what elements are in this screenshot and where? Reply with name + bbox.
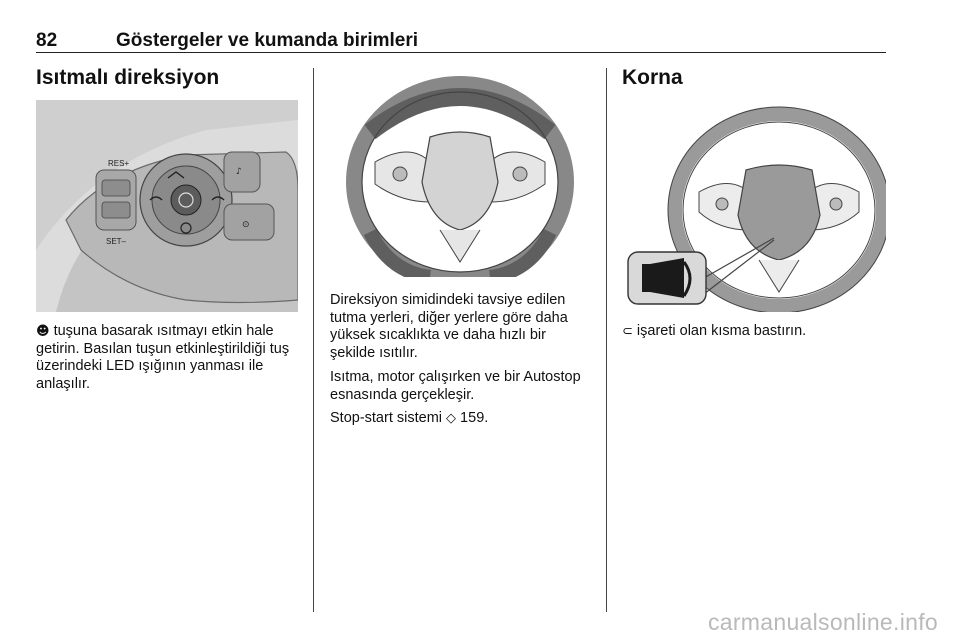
horn-wheel-drawing — [624, 100, 886, 312]
heated-steering-wheel-illustration — [330, 72, 590, 277]
horn-icon: ⊂ — [622, 324, 633, 339]
heated-steering-text: tuşuna basarak ısıtmayı etkin hale getirin. Basılan tuşun etkinleştirildiği tuş üzerindeki LED ışığının yanması ile anlaşılır. — [36, 323, 290, 392]
res-label: RES+ — [108, 159, 130, 168]
column-divider-1 — [313, 68, 314, 612]
section-heading-horn: Korna — [622, 66, 683, 89]
horn-instructions — [622, 323, 884, 341]
steering-wheel-drawing — [330, 72, 590, 277]
steering-switch-drawing — [36, 100, 298, 312]
page-header — [36, 30, 886, 53]
stop-start-text: Stop-start sistemi — [330, 410, 447, 426]
watermark: carmanualsonline.info — [707, 609, 938, 635]
chapter-title: Göstergeler ve kumanda birimleri — [116, 30, 419, 51]
heated-steering-icon: ☻ — [36, 324, 50, 339]
horn-steering-wheel-illustration — [624, 100, 886, 312]
column-divider-2 — [606, 68, 607, 612]
section-heading-heated-steering: Isıtmalı direksiyon — [36, 66, 220, 89]
heating-condition-text: Isıtma, motor çalışırken ve bir Autostop esnasında gerçekleşir. — [330, 369, 581, 403]
horn-text: işareti olan kısma bastırın. — [632, 323, 807, 339]
stop-start-page: 159. — [456, 410, 489, 426]
svg-text:♪: ♪ — [236, 167, 242, 177]
set-label: SET– — [106, 237, 127, 246]
svg-text:⊙: ⊙ — [242, 220, 250, 230]
heating-zones-text: Direksiyon simidindeki tavsiye edilen tutma yerleri, diğer yerlere göre daha yüksek sıcaklıkta ve daha hızlı bir şekilde ısıtılır. — [330, 292, 568, 361]
steering-switch-illustration — [36, 100, 298, 312]
page-reference-icon: ◇ — [446, 411, 457, 426]
stop-start-reference — [330, 410, 595, 428]
heated-steering-instructions — [36, 323, 302, 393]
page-number: 82 — [36, 30, 58, 51]
